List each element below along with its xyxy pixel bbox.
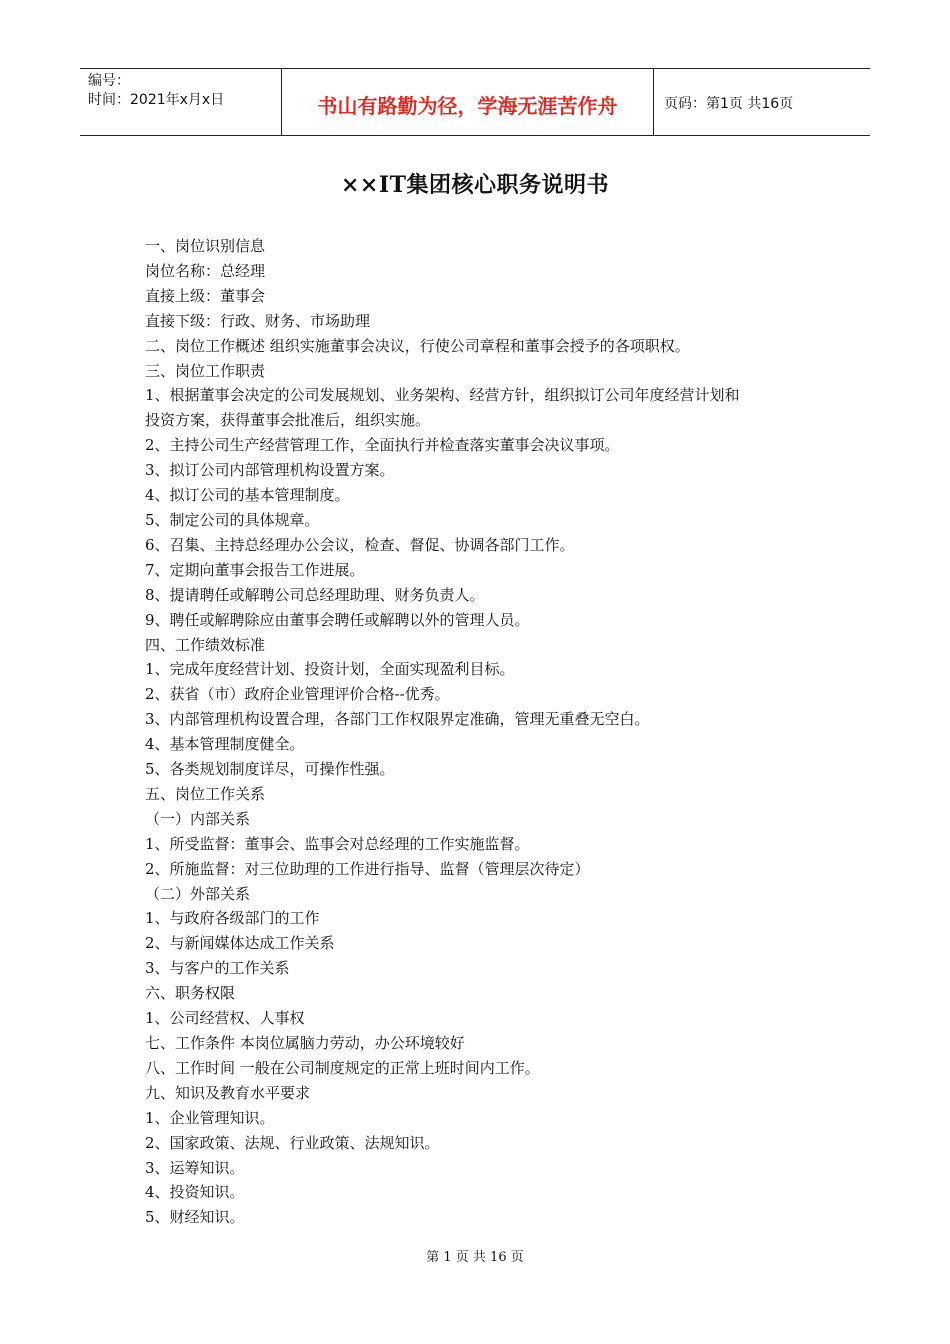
body-line: 八、工作时间 一般在公司制度规定的正常上班时间内工作。 bbox=[145, 1058, 540, 1077]
body-line: 3、内部管理机构设置合理，各部门工作权限界定准确，管理无重叠无空白。 bbox=[145, 710, 650, 729]
document-date: 时间：2021年x月x日 bbox=[88, 92, 225, 108]
body-line: 5、财经知识。 bbox=[145, 1208, 245, 1227]
body-line: 8、提请聘任或解聘公司总经理助理、财务负责人。 bbox=[145, 585, 485, 604]
body-line: 一、岗位识别信息 bbox=[145, 237, 266, 255]
body-line: 投资方案，获得董事会批准后，组织实施。 bbox=[145, 411, 431, 430]
body-line: 4、基本管理制度健全。 bbox=[145, 735, 305, 754]
body-line: 2、主持公司生产经营管理工作，全面执行并检查落实董事会决议事项。 bbox=[145, 436, 620, 455]
body-line: 4、拟订公司的基本管理制度。 bbox=[145, 486, 350, 505]
body-line: 3、运筹知识。 bbox=[145, 1158, 245, 1177]
body-line: 1、企业管理知识。 bbox=[145, 1108, 275, 1127]
body-line: 六、职务权限 bbox=[145, 984, 236, 1003]
body-line: 四、工作绩效标准 bbox=[145, 635, 266, 654]
body-line: 5、制定公司的具体规章。 bbox=[145, 510, 320, 529]
body-line: 1、根据董事会决定的公司发展规划、业务架构、经营方针，组织拟订公司年度经营计划和 bbox=[145, 386, 740, 405]
header-meta-cell bbox=[80, 69, 282, 135]
body-line: 1、公司经营权、人事权 bbox=[145, 1009, 305, 1028]
body-line: 2、国家政策、法规、行业政策、法规知识。 bbox=[145, 1133, 440, 1152]
header-page-code: 页码：第1页 共16页 bbox=[664, 96, 794, 112]
body-line: 1、完成年度经营计划、投资计划，全面实现盈利目标。 bbox=[145, 660, 515, 679]
body-line: 二、岗位工作概述 组织实施董事会决议，行使公司章程和董事会授予的各项职权。 bbox=[145, 336, 690, 355]
body-line: 3、拟订公司内部管理机构设置方案。 bbox=[145, 461, 395, 480]
body-line: （一）内部关系 bbox=[145, 809, 251, 828]
body-line: 2、与新闻媒体达成工作关系 bbox=[145, 934, 335, 953]
body-line: 2、获省（市）政府企业管理评价合格--优秀。 bbox=[145, 685, 450, 704]
header-motto: 书山有路勤为径，学海无涯苦作舟 bbox=[282, 69, 654, 135]
body-line: 岗位名称：总经理 bbox=[145, 261, 266, 280]
body-line: 2、所施监督：对三位助理的工作进行指导、监督（管理层次待定） bbox=[145, 859, 590, 878]
document-title: ××IT集团核心职务说明书 bbox=[340, 172, 610, 198]
body-line: 五、岗位工作关系 bbox=[145, 784, 266, 803]
body-line: 5、各类规划制度详尽，可操作性强。 bbox=[145, 760, 395, 779]
body-line: 三、岗位工作职责 bbox=[145, 361, 266, 380]
body-line: 九、知识及教育水平要求 bbox=[145, 1083, 311, 1102]
body-line: 直接上级：董事会 bbox=[145, 286, 266, 305]
body-line: 9、聘任或解聘除应由董事会聘任或解聘以外的管理人员。 bbox=[145, 610, 530, 629]
document-body bbox=[145, 234, 835, 1230]
body-line: 直接下级：行政、财务、市场助理 bbox=[145, 311, 371, 330]
page-footer: 第 1 页 共 16 页 bbox=[426, 1250, 524, 1265]
document-number-label: 编号： bbox=[88, 73, 130, 89]
body-line: 3、与客户的工作关系 bbox=[145, 959, 290, 978]
body-line: （二）外部关系 bbox=[145, 884, 251, 903]
header-table bbox=[80, 68, 870, 136]
body-line: 1、所受监督：董事会、监事会对总经理的工作实施监督。 bbox=[145, 834, 530, 853]
body-line: 1、与政府各级部门的工作 bbox=[145, 909, 320, 928]
body-line: 七、工作条件 本岗位属脑力劳动，办公环境较好 bbox=[145, 1034, 465, 1052]
body-line: 4、投资知识。 bbox=[145, 1183, 245, 1202]
body-line: 6、召集、主持总经理办公会议，检查、督促、协调各部门工作。 bbox=[145, 535, 575, 554]
body-line: 7、定期向董事会报告工作进展。 bbox=[145, 560, 365, 579]
